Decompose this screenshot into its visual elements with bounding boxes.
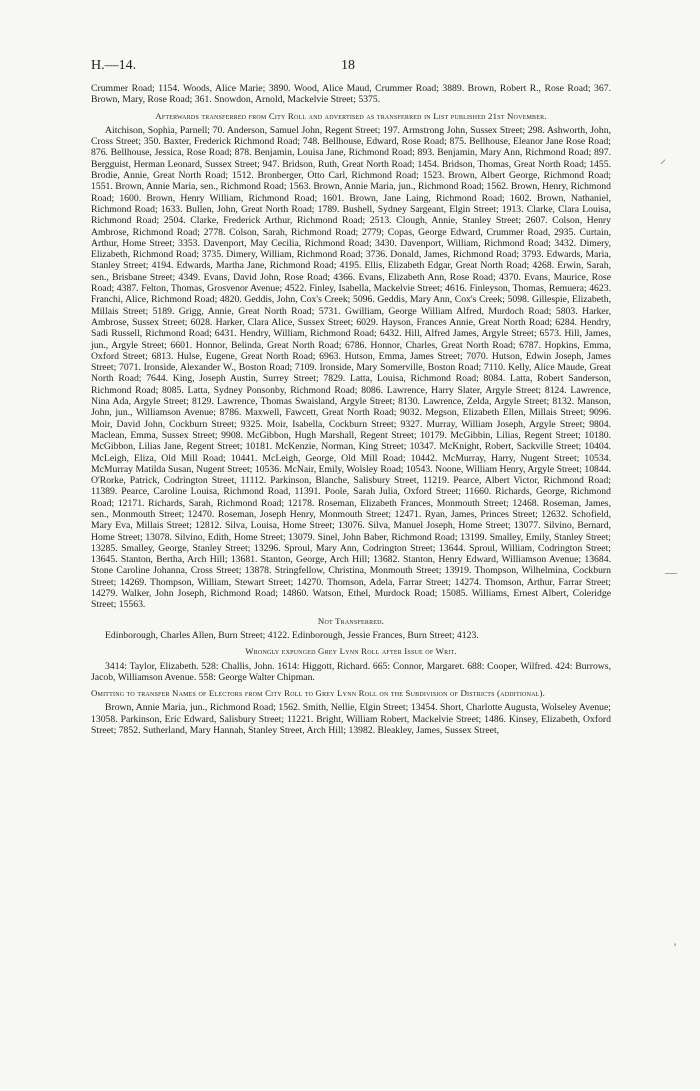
paper-reference: H.—14. [91,58,137,73]
section-heading-omitting-to-transfer: Omitting to transfer Names of Electors from City Roll to Grey Lynn Roll on the Subdivision of Districts (additional). [91,688,546,699]
intro-paragraph: Crummer Road; 1154. Woods, Alice Marie; 3890. Wood, Alice Maud, Crummer Road; 3889. Brown, Robert R., Rose Road; 367. Brown, Mary, Rose Road; 361. Snowdon, Arnold, Mackelvie Street; 5375. [91,83,611,106]
margin-tick-mark-lower: ' [674,940,677,954]
section-text-omitting-to-transfer: Brown, Annie Maria, jun., Richmond Road; 1562. Smith, Nellie, Elgin Street; 13454. Short, Charlotte Augusta, Wolseley Avenue; 13058. Parkinson, Eric Edward, Salisbury Street; 11221. Bright, William Robert, Mackelvie Street; 1486. Kinsey, Elizabeth, Oxford Street; 7852. Sutherland, Mary Hannah, Stanley Street, Arch Hill; 13982. Bleakley, James, Sussex Street, [91,702,611,737]
section-text-wrongly-expunged: 3414: Taylor, Elizabeth. 528: Challis, John. 1614: Higgott, Richard. 665: Connor, Margaret. 688: Cooper, Wilfred. 424: Burrows, Jacob, Williamson Avenue. 558: George Walter Chipman. [91,660,611,683]
document-body [91,83,611,738]
section-heading-afterwards-transferred: Afterwards transferred from City Roll and advertised as transferred in List published 21st November. [155,110,547,121]
section-text-not-transferred: Edinborough, Charles Allen, Burn Street; 4122. Edinborough, Jessie Frances, Burn Street; 4123. [105,629,479,641]
page-header [91,58,611,76]
section-heading-not-transferred: Not Transferred. [317,615,385,626]
page-number: 18 [341,58,355,73]
section-heading-wrongly-expunged: Wrongly expunged Grey Lynn Roll after Issue of Writ. [245,646,457,657]
section-text-afterwards-transferred: Aitchison, Sophia, Parnell; 70. Anderson, Samuel John, Regent Street; 197. Armstrong John, Sussex Street; 298. Ashworth, John, Cross Street; 350. Baxter, Frederick Richmond Road; 748. Bellhouse, Edward, Rose Road; 875. Bellhouse, Eleanor Jane Rose Road; 876. Bellhouse, Jessica, Rose Road; 878. Benjamin, Louisa Jane, Richmond Road; 893. Benjamin, Mary Ann, Richmond Road; 897. Bergguist, Herman Leonard, Sussex Street; 947. Bridson, Ruth, Great North Road; 1454. Bridson, Thomas, Great North Road; 1455. Brodie, Annie, Great North Road; 1512. Bronberger, Otto Carl, Richmond Road; 1523. Brown, Albert George, Richmond Road; 1551. Brown, Annie Maria, sen., Richmond Road; 1563. Brown, Annie Maria, jun., Richmond Road; 1562. Brown, Henry, Richmond Road; 1600. Brown, Henry William, Richmond Road; 1601. Brown, Jane Laing, Richmond Road; 1602. Brown, Nathaniel, Richmond Road; 1633. Bullen, John, Great North Road; 1789. Bushell, Sydney Sargeant, Elgin Street; 1913. Clarke, Clara Louisa, Richmond Road; 2504. Clarke, Frederick Arthur, Richmond Road; 2513. Clough, Annie, Stanley Street; 2607. Colson, Henry Ambrose, Richmond Road; 2778. Colson, Sarah, Richmond Road; 2779; Copas, George Edward, Crummer Road, 2935. Curtain, Arthur, Home Street; 3353. Davenport, May Cecilia, Richmond Road; 3430. Davenport, William, Richmond Road; 3432. Dimery, Elizabeth, Richmond Road; 3735. Dimery, William, Richmond Road; 3736. Donald, James, Richmond Road; 3793. Edwards, Maria, Stanley Street; 4194. Edwards, Martha Jane, Richmond Road; 4195. Ellis, Elizabeth Edgar, Great North Road; 4268. Erwin, Sarah, sen., Brisbane Street; 4349. Evans, David John, Rose Road; 4366. Evans, Elizabeth Ann, Rose Road; 4370. Evans, Maurice, Rose Road; 4387. Felton, Thomas, Grosvenor Avenue; 4522. Finley, Isabella, Mackelvie Street; 4616. Finleyson, Thomas, Remuera; 4623. Franchi, Alice, Richmond Road; 4820. Geddis, John, Cox's Creek; 5096. Geddis, Mary Ann, Cox's Creek; 5098. Gillespie, Elizabeth, Millais Street; 5189. Grigg, Annie, Great North Road; 5731. Gwilliam, George William Alfred, Murdoch Road; 5803. Harker, Ambrose, Sussex Street; 6028. Harker, Clara Alice, Sussex Street; 6029. Hayson, Frances Annie, Great North Road; 6284. Hendry, Sadi Russell, Richmond Road; 6431. Hendry, William, Richmond Road; 6432. Hill, Alfred James, Argyle Street; 6573. Hill, James, jun., Argyle Street; 6601. Honnor, Belinda, Great North Road; 6786. Honnor, Charles, Great North Road; 6787. Hopkins, Emma, Oxford Street; 6813. Hulse, Eugene, Great North Road; 6963. Hutson, Emma, James Street; 7070. Hutson, Edwin Joseph, James Street; 7071. Ironside, Alexander W., Boston Road; 7109. Ironside, Mary Somerville, Boston Road; 7110. Kelly, Alice Maude, Great North Road; 7644. King, Joseph Austin, Surrey Street; 7829. Latta, Louisa, Richmond Road; 8084. Latta, Robert Sanderson, Richmond Road; 8085. Latta, Sydney Ponsonby, Richmond Road; 8086. Lawrence, Harry Slater, Argyle Street; 8124. Lawrence, Nina Ada, Argyle Street; 8129. Lawrence, Thomas Swaisland, Argyle Street; 8130. Lawrence, Zelda, Argyle Street; 8132. Manson, John, jun., Williamson Avenue; 8786. Maxwell, Fawcett, Great North Road; 9032. Megson, Elizabeth Ellen, Millais Street; 9096. Moir, David John, Cockburn Street; 9325. Moir, Isabella, Cockburn Street; 9327. Murray, William Joseph, Argyle Street; 9804. Maclean, Emma, Sussex Street; 9908. McGibbon, Hugh Marshall, Regent Street; 10179. McGibbin, Lilias, Regent Street; 10180. McGibbon, Lilias Jane, Regent Street; 10181. McKenzie, Norman, King Street; 10347. McKnight, Robert, Sackville Street; 10404. McLeigh, Eliza, Old Mill Road; 10441. McLeigh, George, Old Mill Road; 10442. McMurray, Harry, Nugent Street; 10534. McMurray Matilda Susan, Nugent Street; 10536. McNair, Emily, Wolsley Road; 10543. Noone, William Henry, Argyle Street; 10844. O'Rorke, Patrick, Codrington Street, 11112. Parkinson, Blanche, Salisbury Street, 11219. Pearce, Albert Victor, Richmond Road; 11389. Pearce, Caroline Louisa, Richmond Road, 11391. Poole, Sarah Julia, Oxford Street; 11660. Richards, George, Richmond Road; 12171. Richards, Sarah, Richmond Road; 12178. Roseman, Elizabeth Frances, Monmouth Street; 12468. Roseman, James, sen., Monmouth Street; 12470. Roseman, Joseph Henry, Monmouth Street; 12471. Ryan, James, Princes Street; 12632. Schofield, Mary Eva, Millais Street; 12812. Silva, Louisa, Home Street; 13076. Silva, Manuel Joseph, Home Street; 13077. Silvino, Bernard, Home Street; 13078. Silvino, Edith, Home Street; 13079. Sinel, John Baber, Richmond Road; 13199. Smalley, Emily, Stanley Street; 13285. Smalley, George, Stanley Street; 13296. Sproul, Mary Ann, Codrington Street; 13644. Sproul, William, Codrington Street; 13645. Stanton, Bertha, Arch Hill; 13681. Stanton, George, Arch Hill; 13682. Stanton, Henry Edward, Williamson Avenue; 13684. Stone Caroline Johanna, Cross Street; 13878. Stringfellow, Christina, Monmouth Street; 13919. Thompson, Wilhelmina, Cockburn Street; 14269. Thompson, William, Stewart Street; 14270. Thomson, Adela, Farrar Street; 14274. Thomson, Arthur, Farrar Street; 14279. Walker, John Joseph, Richmond Road; 14860. Watson, Ethel, Murdock Road; 15085. Williams, Ernest Albert, Coleridge Street; 15563. [91,124,611,611]
margin-dash-mark: — [665,565,677,579]
margin-tick-mark: ⸝ [660,152,667,166]
